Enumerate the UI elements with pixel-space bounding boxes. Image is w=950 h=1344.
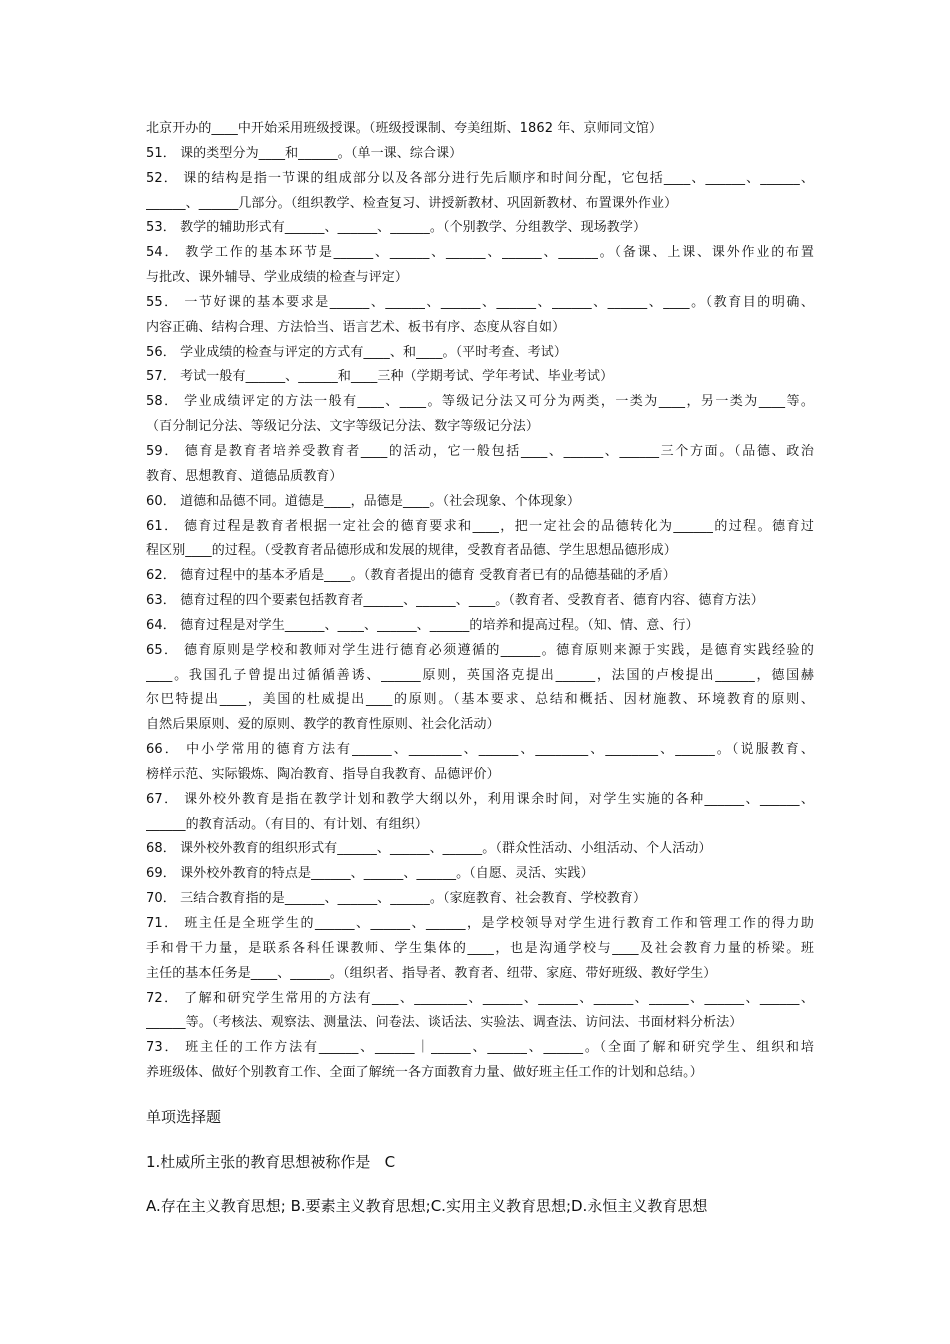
text-line: 程区别____的过程。（受教育者品德形成和发展的规律，受教育者品德、学生思想品德形成） (146, 543, 677, 559)
text-line: 64． 德育过程是对学生______、____、______、______的培养和提高过程。（知、情、意、行） (146, 617, 699, 633)
text-line: 尔巴特提出____，美国的杜威提出____的原则。（基本要求、总结和概括、因材施教、环境教育的原则、 (146, 692, 814, 708)
question-answer: C (384, 1153, 396, 1171)
text-line: 与批改、课外辅导、学业成绩的检查与评定） (146, 270, 409, 286)
text-line: 56． 学业成绩的检查与评定的方式有____、和____。（平时考查、考试） (146, 344, 567, 360)
text-line: 手和骨干力量，是联系各科任课教师、学生集体的____，也是沟通学校与____及社会教育力量的桥梁。班 (146, 940, 814, 956)
text-line: 62． 德育过程中的基本矛盾是____。（教育者提出的德育 受教育者已有的品德基础的矛盾） (146, 568, 676, 584)
question-text: 1.杜威所主张的教育思想被称作是 (146, 1153, 371, 1171)
text-line: ______的教育活动。（有目的、有计划、有组织） (146, 816, 429, 832)
text-line: 68． 课外校外教育的组织形式有______、______、______。（群众性活动、小组活动、个人活动） (146, 841, 712, 857)
text-line: 65． 德育原则是学校和教师对学生进行德育必须遵循的______。德育原则来源于实践，是德育实践经验的 (146, 642, 814, 658)
text-line: 养班级体、做好个别教育工作、全面了解统一各方面教育力量、做好班主任工作的计划和总结。） (146, 1065, 703, 1081)
text-line: 北京开办的____中开始采用班级授课。（班级授课制、夸美纽斯、1862 年、京师同文馆） (146, 121, 663, 136)
text-line: 内容正确、结构合理、方法恰当、语言艺术、板书有序、态度从容自如） (146, 319, 566, 335)
text-line: ____。我国孔子曾提出过循循善诱、______原则，英国洛克提出______，法国的卢梭提出______，德国赫 (146, 667, 814, 683)
text-line: （百分制记分法、等级记分法、文字等级记分法、数字等级记分法） (146, 419, 540, 435)
fill-in-blank-list (146, 117, 814, 1086)
text-line: 69． 课外校外教育的特点是______、______、______。（自愿、灵活、实践） (146, 866, 594, 882)
section-title: 单项选择题 (146, 1108, 222, 1126)
text-line: 主任的基本任务是____、______。（组织者、指导者、教育者、纽带、家庭、带好班级、教好学生） (146, 965, 717, 981)
question-stem (146, 1151, 395, 1173)
text-line: ______等。（考核法、观察法、测量法、问卷法、谈话法、实验法、调查法、访问法、书面材料分析法） (146, 1015, 743, 1031)
text-line: 73． 班主任的工作方法有______、______｜______、______、______。（全面了解和研究学生、组织和培 (146, 1040, 814, 1056)
text-line: 60． 道德和品德不同。道德是____，品德是____。（社会现象、个体现象） (146, 493, 581, 509)
text-line: 51． 课的类型分为____和______。（单一课、综合课） (146, 145, 463, 161)
text-line: 59． 德育是教育者培养受教育者____的活动，它一般包括____、______、______三个方面。（品德、政治 (146, 443, 814, 459)
text-line: 教育、思想教育、道德品质教育） (146, 468, 343, 484)
text-line: 58． 学业成绩评定的方法一般有____、____。等级记分法又可分为两类，一类为____，另一类为____等。 (146, 394, 814, 410)
text-line: 52． 课的结构是指一节课的组成部分以及各部分进行先后顺序和时间分配，它包括____、______、______、 (146, 170, 814, 186)
text-line: 53． 教学的辅助形式有______、______、______。（个别教学、分组教学、现场教学） (146, 220, 647, 236)
text-line: 54． 教学工作的基本环节是______、______、______、______、______。（备课、上课、课外作业的布置 (146, 245, 814, 261)
text-line: 自然后果原则、爱的原则、教学的教育性原则、社会化活动） (146, 717, 500, 733)
text-line: 榜样示范、实际锻炼、陶冶教育、指导自我教育、品德评价） (146, 766, 500, 782)
text-line: 55． 一节好课的基本要求是______、______、______、______、______、______、____。（教育目的明确、 (146, 294, 814, 310)
text-line: 70． 三结合教育指的是______、______、______。（家庭教育、社会教育、学校教育） (146, 891, 647, 907)
text-line: 57． 考试一般有______、______和____三种（学期考试、学年考试、毕业考试） (146, 369, 614, 385)
text-line: ______、______几部分。（组织教学、检查复习、讲授新教材、巩固新教材、布置课外作业） (146, 195, 678, 211)
text-line: 66． 中小学常用的德育方法有______、________、______、________、________、______。（说服教育、 (146, 742, 814, 758)
question-options: A.存在主义教育思想; B.要素主义教育思想;C.实用主义教育思想;D.永恒主义教育思想 (146, 1197, 708, 1215)
text-line: 61． 德育过程是教育者根据一定社会的德育要求和____，把一定社会的品德转化为______的过程。德育过 (146, 518, 814, 534)
text-line: 63． 德育过程的四个要素包括教育者______、______、____。（教育者、受教育者、德育内容、德育方法） (146, 593, 764, 609)
text-line: 71． 班主任是全班学生的______、______、______，是学校领导对学生进行教育工作和管理工作的得力助 (146, 916, 814, 931)
text-line: 67． 课外校外教育是指在教学计划和教学大纲以外，利用课余时间，对学生实施的各种______、______、 (146, 791, 814, 807)
text-line: 72． 了解和研究学生常用的方法有____、________、______、______、______、______、______、______、 (146, 990, 814, 1006)
